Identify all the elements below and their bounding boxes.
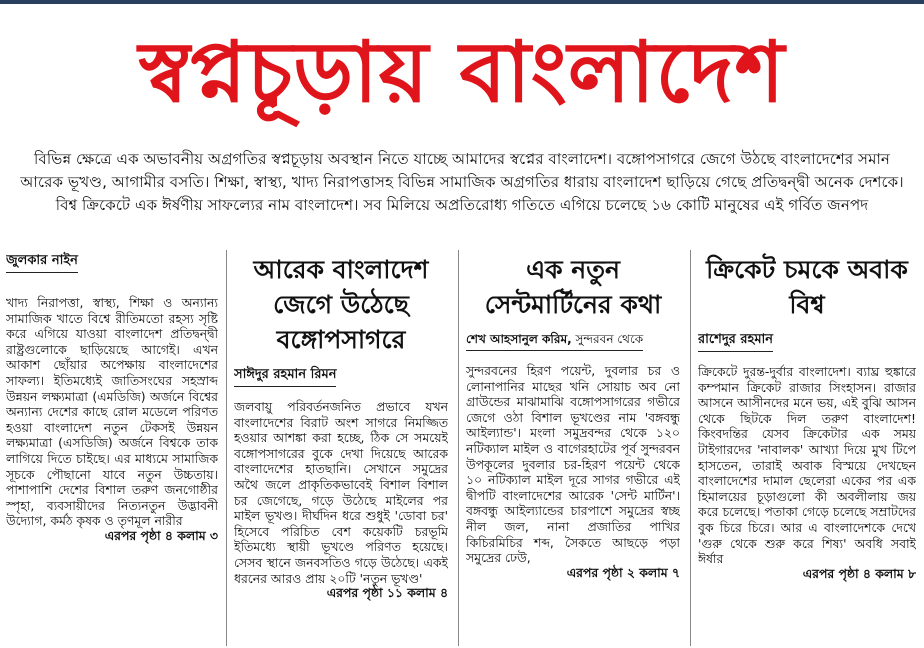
continued-note: এরপর পৃষ্ঠা ২ কলাম ৭ <box>566 564 680 580</box>
article-title: আরেক বাংলাদেশ জেগে উঠেছে বঙ্গোপসাগরে <box>253 255 429 354</box>
article-new-land <box>234 244 448 648</box>
column-divider <box>690 250 691 646</box>
article-nutrition <box>6 244 218 648</box>
article-title: এক নতুন সেন্টমার্টিনের কথা <box>484 255 662 319</box>
continued-note: এরপর পৃষ্ঠা ১১ কলাম ৪ <box>326 585 448 601</box>
continued-note: এরপর পৃষ্ঠা ৪ কলাম ৩ <box>104 527 218 543</box>
article-byline <box>466 330 643 351</box>
continued-note: এরপর পৃষ্ঠা ৪ কলাম ৮ <box>802 565 916 581</box>
article-cricket <box>698 244 916 648</box>
article-body: জলবায়ু পরিবর্তনজনিত প্রভাবে যখন বাংলাদেশের বিরাট অংশ সাগরে নিমজ্জিত হওয়ার আশঙ্কা করা হচ্ছে, ঠিক সে সময়েই বঙ্গোপসাগরের বুকে দেখা দিয়েছে আরেক বাংলাদেশের হাতছানি। সেখানে সমুদ্রের অথৈ জলে প্রাকৃতিকভাবেই বিশাল বিশাল চর জেগেছে, গড়ে উঠেছে মাইলের পর মাইল ভূখণ্ড। দীর্ঘদিন ধরে শুধুই 'ডোবা চর' হিসেবে পরিচিত বেশ কয়েকটি চরভূমি ইতিমধ্যে স্থায়ী ভূখণ্ডে পরিণত হয়েছে। সেসব স্থানে জনবসতিও গড়ে উঠেছে। একই ধরনের আরও প্রায় ২০টি 'নতুন ভূখণ্ড' <box>234 399 448 586</box>
article-byline: জুলকার নাইন <box>6 252 78 273</box>
article-title: ক্রিকেট চমকে অবাক বিশ্ব <box>706 255 908 319</box>
column-divider <box>226 250 227 646</box>
article-byline: সাঈদুর রহমান রিমন <box>234 366 336 387</box>
column-divider <box>458 250 459 646</box>
article-saint-martin <box>466 244 680 648</box>
article-byline: রাশেদুর রহমান <box>698 331 773 352</box>
top-border <box>0 0 924 4</box>
article-body: সুন্দরবনের হিরণ পয়েন্ট, দুবলার চর ও লোনাপানির মাছের খনি সোয়াচ অব নো গ্রাউন্ডের মাঝামাঝি বঙ্গোপসাগরের গভীরে জেগে ওঠা বিশাল ভূখণ্ডের নাম 'বঙ্গবন্ধু আইল্যান্ড'। মংলা সমুদ্রবন্দর থেকে ১২০ নটিক্যাল মাইল ও বাগেরহাটের পূর্ব সুন্দরবন উপকূলের দুবলার চর-হিরণ পয়েন্ট থেকে ১০ নটিক্যাল মাইল দূরে সাগর গভীরে এই দ্বীপটি বাংলাদেশের আরেক 'সেন্ট মার্টিন'। বঙ্গবন্ধু আইল্যান্ডের চারপাশে সমুদ্রের স্বচ্ছ নীল জল, নানা প্রজাতির পাখির কিচিরমিচির শব্দ, সৈকতে আছড়ে পড়া সমুদ্রের ঢেউ, <box>466 363 680 566</box>
byline-place: সুন্দরবন থেকে <box>571 332 644 346</box>
article-body: ক্রিকেটে দুরন্ত-দুর্বার বাংলাদেশ। ব্যাঘ্র হুঙ্কারে কম্পমান ক্রিকেট রাজার সিংহাসন। রাজার আসনে আসীনদের মনে ভয়, এই বুঝি আসন থেকে ছিটকে দিল তরুণ বাংলাদেশ! কিংবদন্তির যেসব ক্রিকেটার এক সময় টাইগারদের 'নাবালক' আখ্যা দিয়ে মুখ টিপে হাসতেন, তারাই অবাক বিস্ময়ে দেখছেন বাংলাদেশের দামাল ছেলেরা একের পর এক হিমালয়ের চূড়াগুলো কী অবলীলায় জয় করে চলেছে। পতাকা গেড়ে চলেছে সম্রাটদের বুক চিরে চিরে। আর এ বাংলাদেশকে দেখে 'গুরু থেকে শুরু করে শিষ্য' অবধি সবাই ঈর্ষার <box>698 364 916 567</box>
intro-paragraph: বিভিন্ন ক্ষেত্রে এক অভাবনীয় অগ্রগতির স্বপ্নচূড়ায় অবস্থান নিতে যাচ্ছে আমাদের স্বপ্নের বাংলাদেশ। বঙ্গোপসাগরে জেগে উঠছে বাংলাদেশের সমান আরেক ভূখণ্ড, আগামীর বসতি। শিক্ষা, স্বাস্থ্য, খাদ্য নিরাপত্তাসহ বিভিন্ন সামাজিক অগ্রগতির ধারায় বাংলাদেশ ছাড়িয়ে গেছে প্রতিদ্বন্দ্বী অনেক দেশকে। বিশ্ব ক্রিকেটে এক ঈর্ষণীয় সাফল্যের নাম বাংলাদেশ। সব মিলিয়ে অপ্রতিরোধ্য গতিতে এগিয়ে চলেছে ১৬ কোটি মানুষের এই গর্বিত জনপদ <box>20 150 904 214</box>
article-body: খাদ্য নিরাপত্তা, স্বাস্থ্য, শিক্ষা ও অন্যান্য সামাজিক খাতে বিশ্বে রীতিমতো রহস্য সৃষ্টি করে এগিয়ে যাওয়া বাংলাদেশ প্রতিদ্বন্দ্বী রাষ্ট্রগুলোকে ছাড়িয়েছে আগেই। এখন আকাশ ছোঁয়ার অপেক্ষায় বাংলাদেশের সাফল্য। ইতিমধ্যেই জাতিসংঘের সহস্রাব্দ উন্নয়ন লক্ষ্যমাত্রা (এমডিজি) অর্জনে বিশ্বের অন্যান্য দেশের কাছে রোল মডেলে পরিণত হওয়া বাংলাদেশ নতুন টেকসই উন্নয়ন লক্ষ্যমাত্রা (এসডিজি) অর্জনে বিশ্বকে তাক লাগিয়ে দিতে চাইছে। এর মাধ্যমে সামাজিক সূচকে পৌছানো যাবে নতুন উচ্চতায়। পাশাপাশি দেশের বিশাল তরুণ জনগোষ্ঠীর স্পৃহা, ব্যবসায়ীদের নিত্যনতুন উদ্ভাবনী উদ্যোগ, কর্মঠ কৃষক ও তৃণমূল নারীর <box>6 295 218 529</box>
page-headline: স্বপ্নচূড়ায় বাংলাদেশ <box>138 22 786 121</box>
byline-author: শেখ আহসানুল করিম, <box>466 332 572 346</box>
